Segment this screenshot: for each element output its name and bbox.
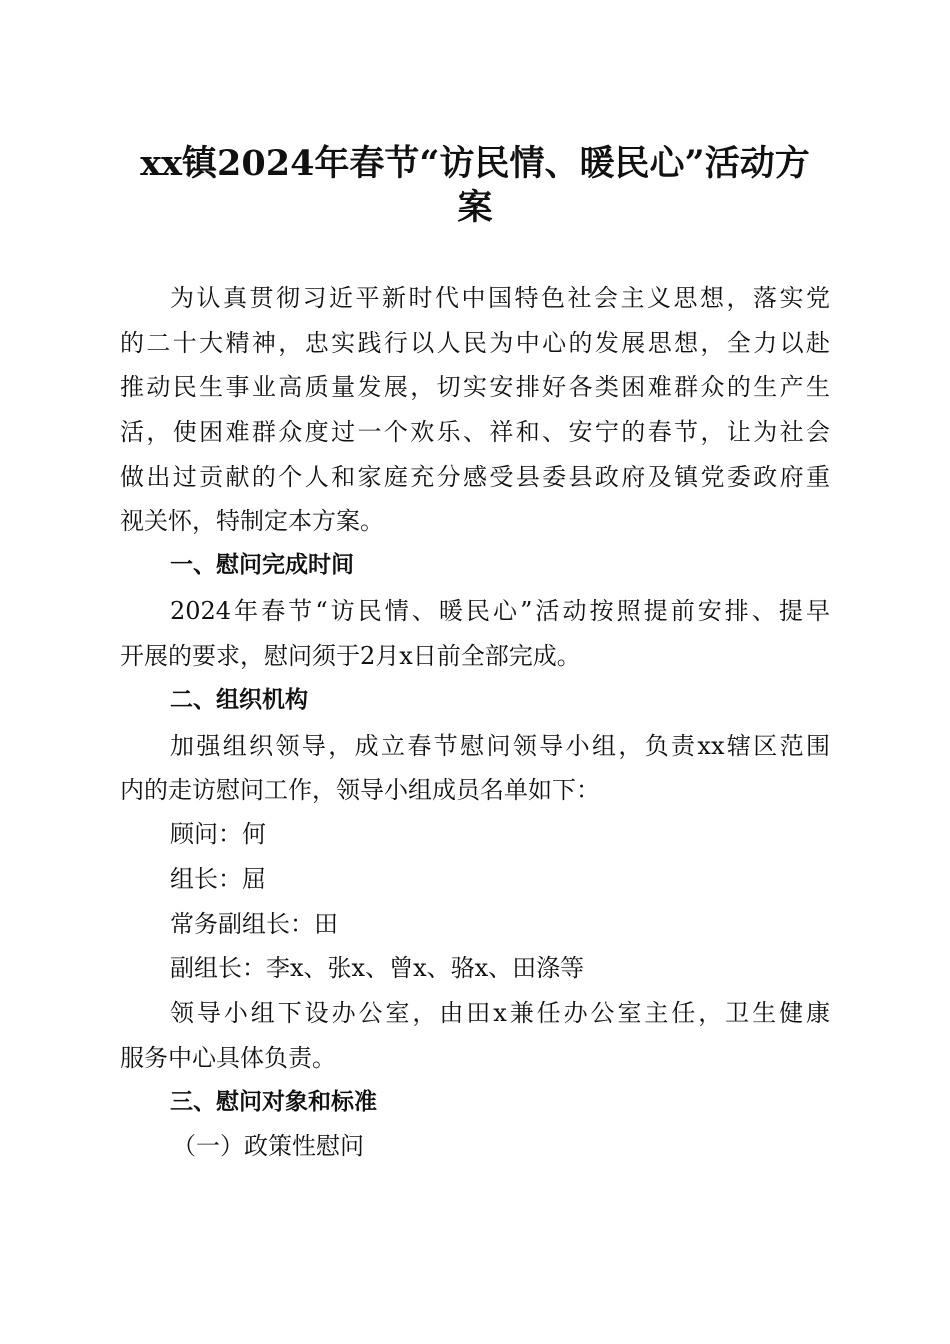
office-line-1: 领导小组下设办公室，由田x兼任办公室主任，卫生健康	[170, 999, 830, 1027]
intro-line-4: 活，使困难群众度过一个欢乐、祥和、安宁的春节，让为社会	[120, 418, 830, 446]
intro-line-2: 的二十大精神，忠实践行以人民为中心的发展思想，全力以赴	[120, 329, 830, 357]
section2-line-1: 加强组织领导，成立春节慰问领导小组，负责xx辖区范围	[170, 732, 830, 760]
section1-line-2: 开展的要求，慰问须于2月x日前全部完成。	[120, 642, 581, 670]
section1-line-1: 2024年春节“访民情、暖民心”活动按照提前安排、提早	[170, 597, 830, 625]
member-executive-deputy: 常务副组长：田	[170, 910, 338, 938]
intro-line-5: 做出过贡献的个人和家庭充分感受县委县政府及镇党委政府重	[120, 463, 830, 491]
section-heading-targets: 三、慰问对象和标准	[170, 1089, 377, 1115]
intro-line-6: 视关怀，特制定本方案。	[120, 507, 384, 535]
member-leader: 组长：屈	[170, 865, 266, 893]
office-line-2: 服务中心具体负责。	[120, 1044, 336, 1072]
document-title-line-1: xx镇2024年春节“访民情、暖民心”活动方	[140, 143, 810, 184]
section-heading-time: 一、慰问完成时间	[170, 552, 354, 578]
intro-line-1: 为认真贯彻习近平新时代中国特色社会主义思想，落实党	[170, 284, 830, 312]
subsection-policy-visits: （一）政策性慰问	[172, 1132, 364, 1160]
intro-line-3: 推动民生事业高质量发展，切实安排好各类困难群众的生产生	[120, 373, 830, 401]
member-deputies: 副组长：李x、张x、曾x、骆x、田涤等	[170, 954, 585, 982]
section-heading-organization: 二、组织机构	[170, 687, 308, 713]
document-title-line-2: 案	[457, 187, 493, 228]
member-advisor: 顾问：何	[170, 820, 266, 848]
section2-line-2: 内的走访慰问工作，领导小组成员名单如下：	[120, 776, 600, 804]
